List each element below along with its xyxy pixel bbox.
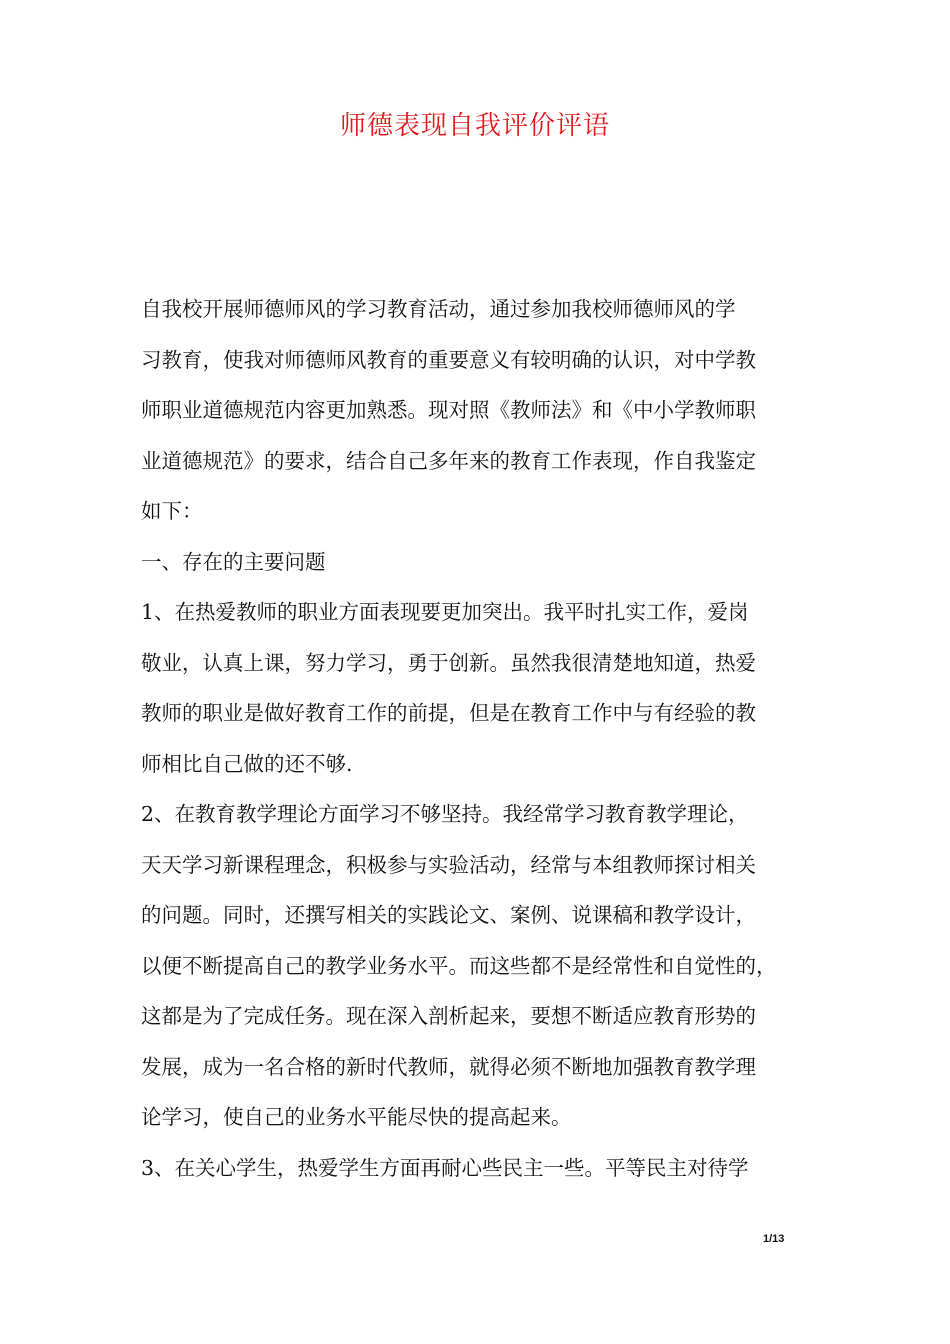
section-heading: 一、存在的主要问题 bbox=[141, 549, 326, 574]
body-line: 如下： bbox=[141, 499, 203, 523]
body-line: 以便不断提高自己的教学业务水平。而这些都不是经常性和自觉性的， bbox=[141, 953, 777, 978]
body-line: 天天学习新课程理念，积极参与实验活动，经常与本组教师探讨相关 bbox=[141, 852, 756, 877]
document-title: 师德表现自我评价评语 bbox=[339, 111, 610, 141]
page-number: 1/13 bbox=[763, 1233, 785, 1245]
body-line: 敬业，认真上课，努力学习，勇于创新。虽然我很清楚地知道，热爱 bbox=[141, 650, 756, 675]
body-line: 习教育，使我对师德师风教育的重要意义有较明确的认识，对中学教 bbox=[141, 347, 756, 372]
body-line: 1、在热爱教师的职业方面表现要更加突出。我平时扎实工作，爱岗 bbox=[141, 600, 749, 624]
body-line: 教师的职业是做好教育工作的前提，但是在教育工作中与有经验的教 bbox=[141, 701, 756, 725]
body-line: 自我校开展师德师风的学习教育活动，通过参加我校师德师风的学 bbox=[141, 297, 736, 321]
body-line: 师相比自己做的还不够. bbox=[141, 751, 353, 776]
body-line: 师职业道德规范内容更加熟悉。现对照《教师法》和《中小学教师职 bbox=[141, 398, 756, 422]
body-line: 的问题。同时，还撰写相关的实践论文、案例、说课稿和教学设计， bbox=[141, 903, 756, 927]
document-body bbox=[141, 284, 813, 1193]
body-line: 2、在教育教学理论方面学习不够坚持。我经常学习教育教学理论， bbox=[141, 802, 749, 826]
body-line: 发展，成为一名合格的新时代教师，就得必须不断地加强教育教学理 bbox=[141, 1054, 756, 1079]
body-line: 这都是为了完成任务。现在深入剖析起来，要想不断适应教育形势的 bbox=[141, 1004, 756, 1028]
body-line: 业道德规范》的要求，结合自己多年来的教育工作表现，作自我鉴定 bbox=[141, 448, 756, 473]
body-line: 论学习，使自己的业务水平能尽快的提高起来。 bbox=[141, 1105, 572, 1129]
body-line: 3、在关心学生，热爱学生方面再耐心些民主一些。平等民主对待学 bbox=[141, 1155, 749, 1180]
